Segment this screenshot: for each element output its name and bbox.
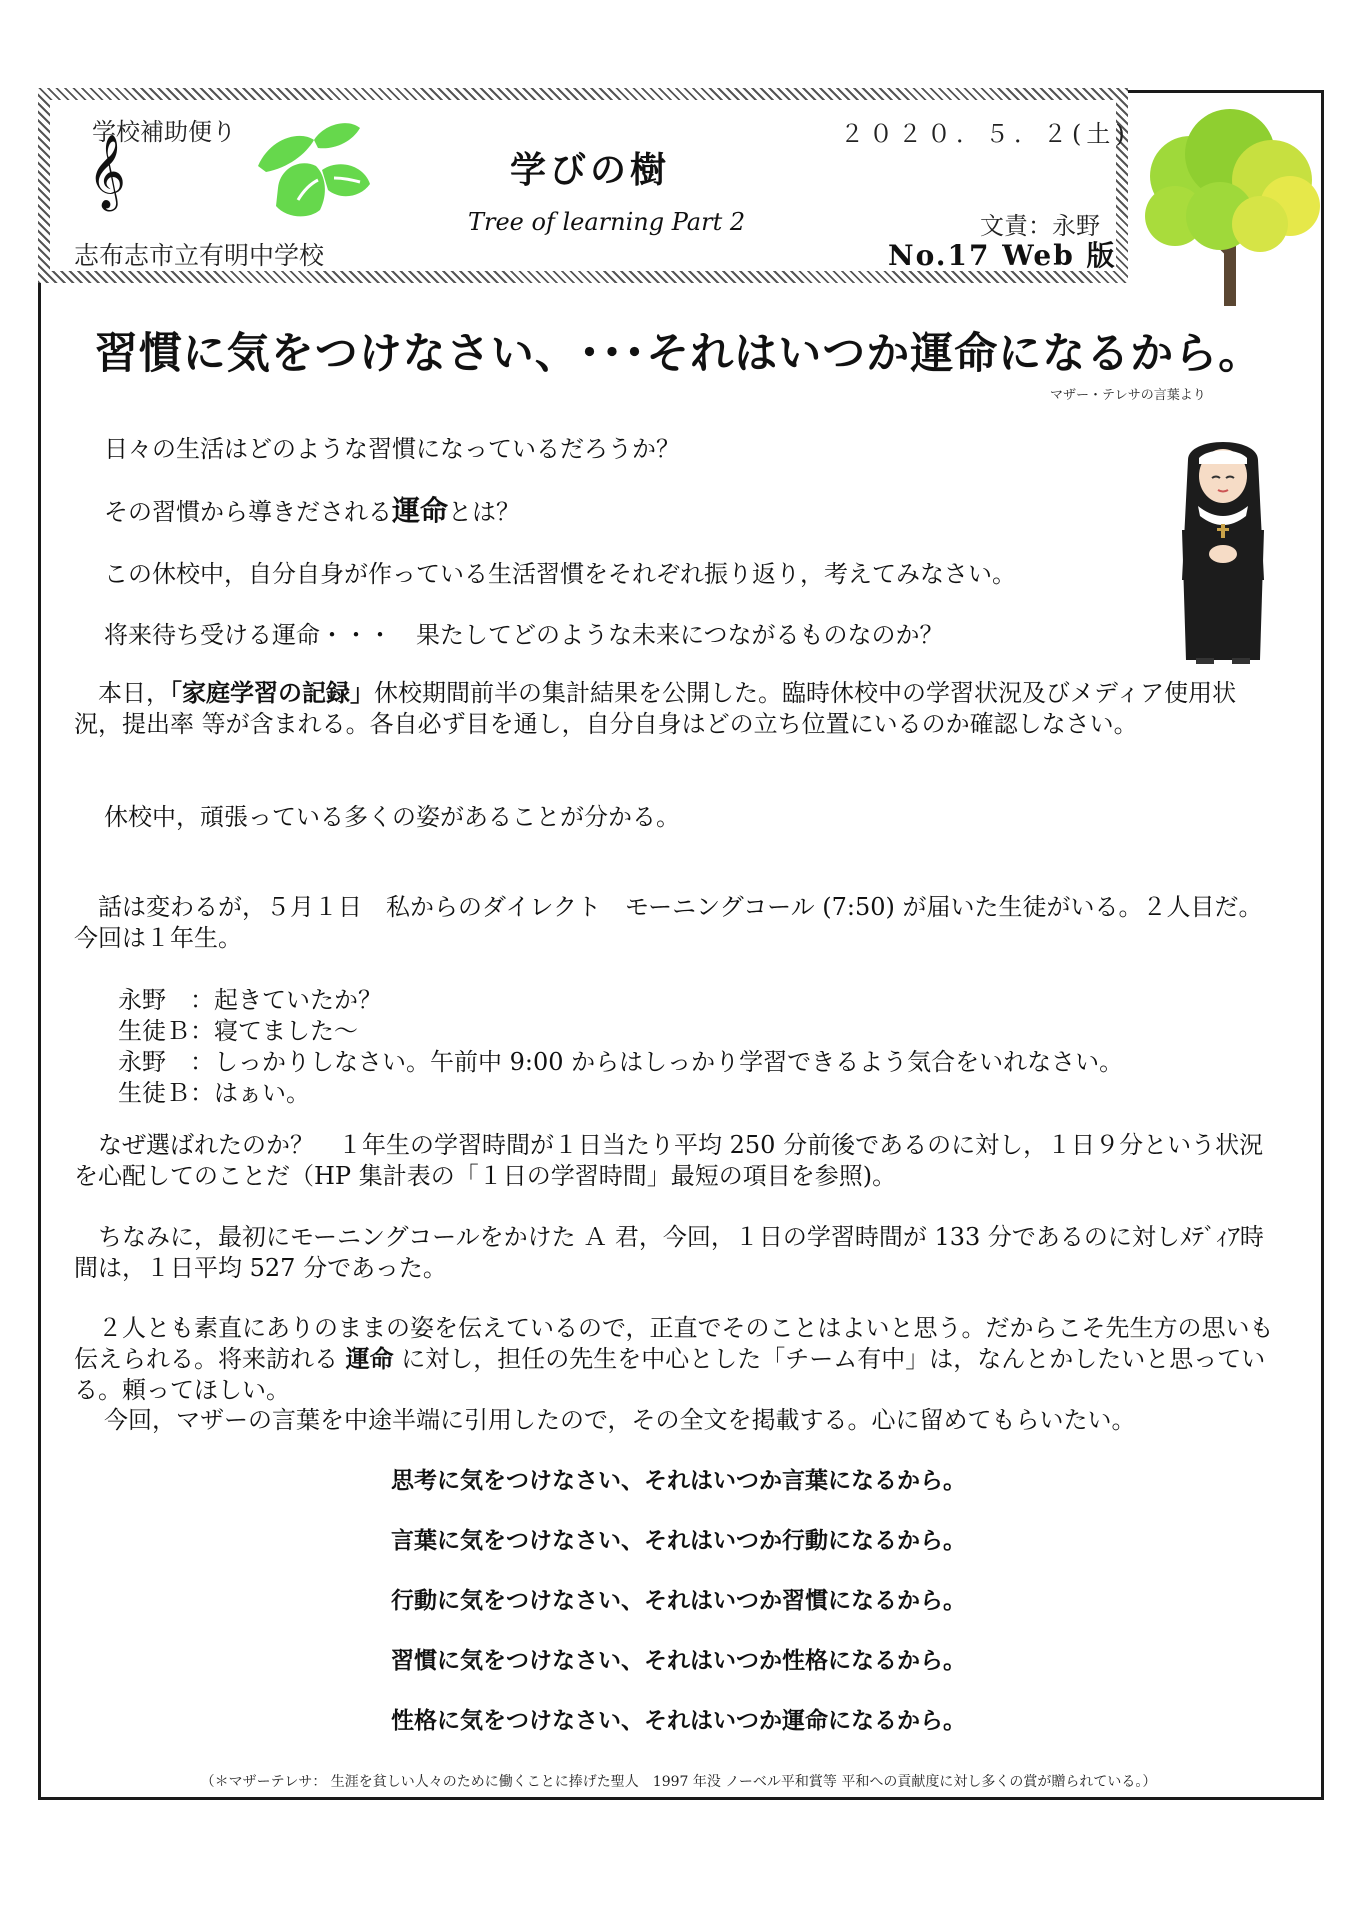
keyword-unmei: 運命 [392,494,449,527]
report-paragraph [74,678,1284,740]
dialogue-line [118,1042,1123,1077]
report-line-2: 休校中，頑張っている多くの姿があることが分かる。 [104,803,680,831]
quote-line: 性格に気をつけなさい、それはいつか運命になるから。 [391,1708,966,1734]
closing-text-rest: に対し，担任の先生を中心とした「チーム有中」は，なんとかしたいと思っている。頼ってほしい。 [74,1345,1266,1404]
dialogue-speaker: 永野 [118,1048,166,1076]
closing-line-2: 今回，マザーの言葉を中途半端に引用したので，その全文を掲載する。心に留めてもらいたい。 [104,1406,1136,1434]
closing-keyword: 運命 [345,1345,394,1373]
report-text-rest: 休校期間前半の集計結果を公開した。臨時休校中の学習状況及びメディア使用状況，提出率 等が含まれる。各自必ず目を通し，自分自身はどの立ち位置にいるのか確認しなさい。 [74,679,1237,738]
nun-illustration [1168,430,1278,666]
intro-line-2-end: とは？ [448,498,521,526]
quote-line: 思考に気をつけなさい、それはいつか言葉になるから。 [391,1468,966,1494]
dialogue-line [118,1073,310,1108]
quote-attribution: マザー・テレサの言葉より [1050,388,1206,403]
treble-clef-icon: 𝄞 [88,135,126,209]
student-a-paragraph: ちなみに，最初にモーニングコールをかけた Ａ 君，今回，１日の学習時間が 133 分であるのに対しﾒﾃﾞｨｱ時間は，１日平均 527 分であった。 [74,1223,1264,1282]
closing-paragraph [74,1313,1284,1406]
dialogue-line [118,980,382,1015]
series-label: 学校補助便り [92,118,236,146]
dialogue-separator: ： [190,1017,214,1045]
report-text-start: 本日， [98,679,170,707]
report-keyword: 「家庭学習の記録」 [170,679,374,707]
issue-number: No.17 Web 版 [888,239,1117,272]
dialogue-text: しっかりしなさい。午前中 9:00 からはしっかり学習できるよう気合をいれなさい。 [214,1048,1124,1076]
dialogue-speaker: 生徒Ｂ [118,1017,190,1045]
dialogue-separator: ： [166,1048,214,1076]
headline: 習慣に気をつけなさい、･･･それはいつか運命になるから。 [94,329,1263,379]
newsletter-subtitle: Tree of learning Part 2 [468,208,746,236]
quote-line: 行動に気をつけなさい、それはいつか習慣になるから。 [391,1588,966,1614]
newsletter-title: 学びの樹 [510,149,671,191]
quote-line: 習慣に気をつけなさい、それはいつか性格になるから。 [391,1648,966,1674]
intro-line-1: 日々の生活はどのような習慣になっているだろうか？ [104,435,680,463]
tree-illustration [1140,106,1320,306]
school-name: 志布志市立有明中学校 [74,241,325,270]
intro-line-4: 将来待ち受ける運命・・・ 果たしてどのような未来につながるものなのか？ [104,621,944,649]
author-credit: 文責：永野 [980,212,1100,240]
dialogue-separator: ： [166,986,214,1014]
dialogue-speaker: 生徒Ｂ [118,1079,190,1107]
call-story-paragraph: 話は変わるが，５月１日 私からのダイレクト モーニングコール (7:50) が届いた生徒がいる。２人目だ。今回は１年生。 [74,893,1263,952]
intro-line-3: この休校中，自分自身が作っている生活習慣をそれぞれ振り返り，考えてみなさい。 [104,560,1016,588]
dialogue-speaker: 永野 [118,986,166,1014]
dialogue-text: 寝てました～ [214,1017,358,1045]
quote-line: 言葉に気をつけなさい、それはいつか行動になるから。 [391,1528,966,1554]
dialogue-line [118,1011,358,1046]
issue-date: ２０２０．５．２(土) [840,120,1130,148]
reason-paragraph: なぜ選ばれたのか？ １年生の学習時間が１日当たり平均 250 分前後であるのに対し，１日９分という状況を心配してのことだ（HP 集計表の「１日の学習時間」最短の項目を参照)。 [74,1131,1264,1190]
intro-line-2-text: その習慣から導きだされる [104,498,392,526]
footnote: （＊マザーテレサ： 生涯を貧しい人々のために働くことに捧げた聖人 1997 年没 ノーベル平和賞等 平和への貢献度に対し多くの賞が贈られている。） [200,1774,1157,1790]
closing-text-start: ２人とも素直にありのままの姿を伝えているので，正直でそのことはよいと思う。だからこそ先生方の思いも伝えられる。将来訪れる [74,1314,1274,1373]
dialogue-text: はぁい。 [214,1079,310,1107]
school-logo-icon [248,118,376,228]
dialogue-separator: ： [190,1079,214,1107]
dialogue-text: 起きていたか？ [214,986,382,1014]
intro-line-2 [104,495,520,528]
